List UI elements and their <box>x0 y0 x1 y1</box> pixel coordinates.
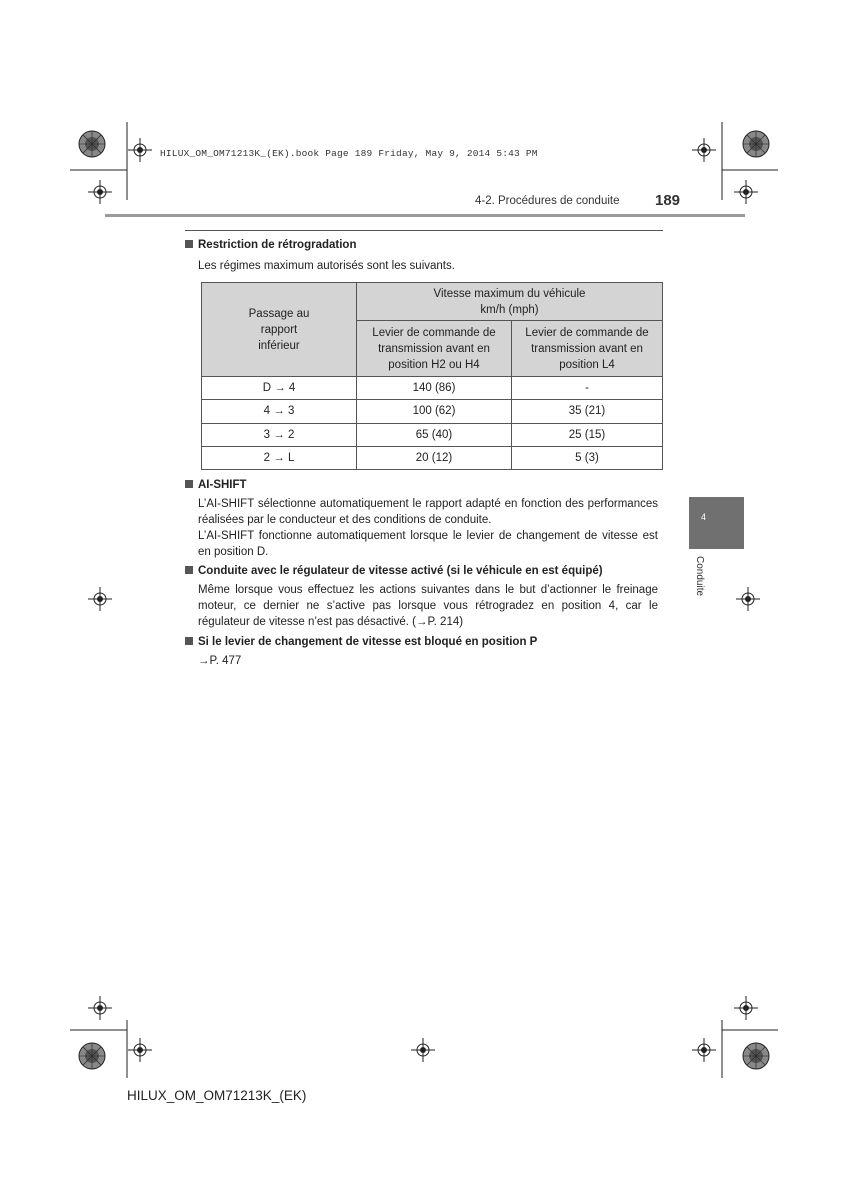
chapter-tab <box>689 497 744 549</box>
header-shift: Passage au rapport inférieur <box>202 283 357 377</box>
header-max-speed: Vitesse maximum du véhicule km/h (mph) <box>357 283 663 321</box>
heading-lever-p: Si le levier de changement de vitesse est bloqué en position P <box>185 636 537 648</box>
header-l4: Levier de commande de transmission avant en position L4 <box>512 321 663 377</box>
content-divider <box>185 230 663 231</box>
registration-mark-icon <box>736 587 760 611</box>
registration-mark-icon <box>88 996 112 1020</box>
chapter-label: Conduite <box>694 556 705 597</box>
color-wheel-icon <box>742 130 770 158</box>
registration-mark-icon <box>128 1038 152 1062</box>
color-wheel-icon <box>742 1042 770 1070</box>
table-row: D → 4 140 (86) - <box>202 377 663 400</box>
print-info: HILUX_OM_OM71213K_(EK).book Page 189 Friday, May 9, 2014 5:43 PM <box>160 148 538 159</box>
page-number: 189 <box>655 192 681 209</box>
aishift-para-1: L’AI-SHIFT sélectionne automatiquement le rapport adapté en fonction des performances réalisées par le conducteur et des conditions de conduite. <box>198 498 658 526</box>
heading-restriction: Restriction de rétrogradation <box>185 239 356 251</box>
registration-mark-icon <box>734 996 758 1020</box>
section-title: 4-2. Procédures de conduite <box>475 195 620 207</box>
bullet-square-icon <box>185 637 193 645</box>
registration-mark-icon <box>734 180 758 204</box>
bullet-square-icon <box>185 240 193 248</box>
color-wheel-icon <box>78 130 106 158</box>
registration-mark-icon <box>411 1038 435 1062</box>
registration-mark-icon <box>692 1038 716 1062</box>
bullet-square-icon <box>185 480 193 488</box>
color-wheel-icon <box>78 1042 106 1070</box>
header-h2-h4: Levier de commande de transmission avant en position H2 ou H4 <box>357 321 512 377</box>
cruise-para: Même lorsque vous effectuez les actions suivantes dans le but d’actionner le freinage moteur, ce dernier ne s’active pas lorsque vous rétrogradez en position 4, car le régulateur de vitesse n’est pas désactivé. (→P. 214) <box>198 584 658 628</box>
registration-mark-icon <box>88 180 112 204</box>
table-row: 4 → 3 100 (62) 35 (21) <box>202 400 663 423</box>
restriction-intro: Les régimes maximum autorisés sont les suivants. <box>198 260 455 272</box>
header-divider <box>105 214 745 217</box>
heading-cruise: Conduite avec le régulateur de vitesse activé (si le véhicule en est équipé) <box>185 565 603 577</box>
heading-aishift: AI-SHIFT <box>185 479 247 491</box>
aishift-para-2: L’AI-SHIFT fonctionne automatiquement lorsque le levier de changement de vitesse est en position D. <box>198 530 658 558</box>
bullet-square-icon <box>185 566 193 574</box>
table-row: 3 → 2 65 (40) 25 (15) <box>202 423 663 446</box>
lever-p-reference: →P. 477 <box>198 655 242 667</box>
registration-mark-icon <box>692 138 716 162</box>
table-row: 2 → L 20 (12) 5 (3) <box>202 446 663 469</box>
chapter-number: 4 <box>701 512 707 522</box>
registration-mark-icon <box>128 138 152 162</box>
footer-model: HILUX_OM_OM71213K_(EK) <box>127 1088 307 1103</box>
downshift-table <box>201 282 663 470</box>
registration-mark-icon <box>88 587 112 611</box>
